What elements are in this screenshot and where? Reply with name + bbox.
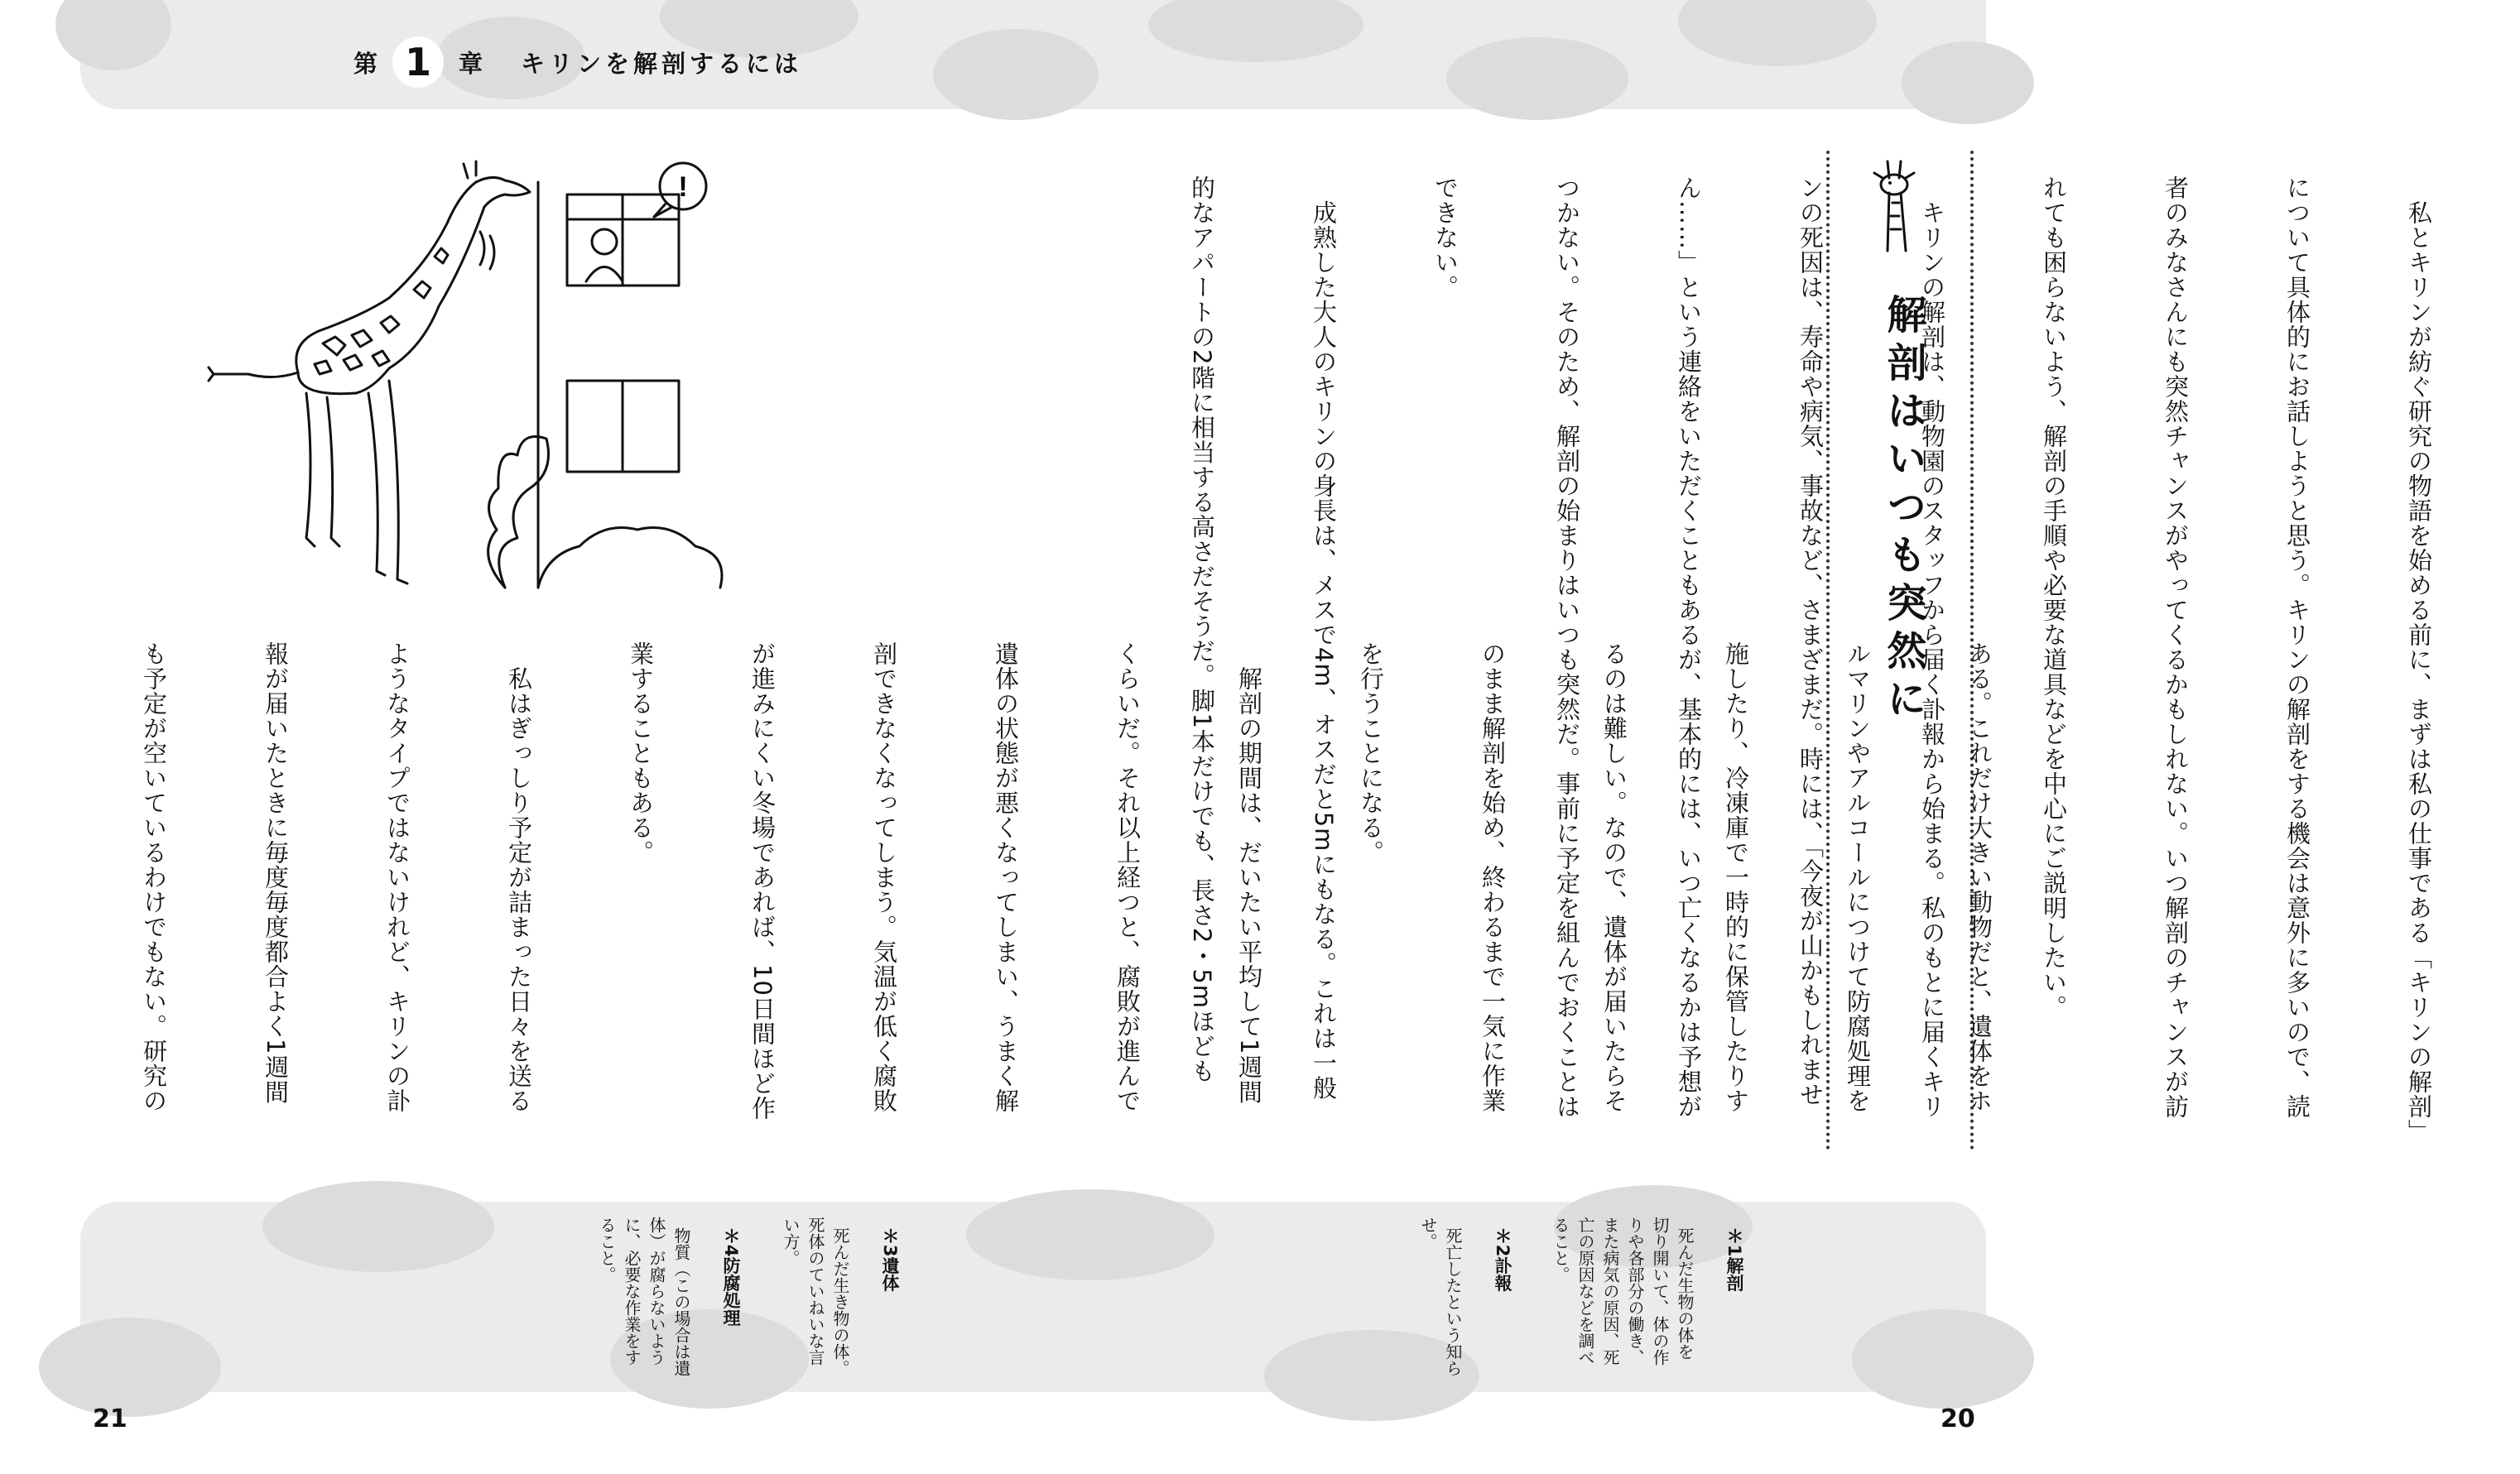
footnote-term: 遺体 <box>880 1256 900 1292</box>
footnote-2 <box>1416 1217 1540 1386</box>
body-line: ルマリンやアルコールにつけて防腐処理を <box>1844 641 1872 1113</box>
footnote-text: 物質（この場合は遺 体）が腐らないよう に、必要な作業をす ること。 <box>597 1217 691 1376</box>
body-line: 的なアパートの2階に相当する高さだそうだ。脚1本だけでも、長さ2・5mほども <box>1188 175 1216 1084</box>
speech-bubble-mark: ! <box>678 171 688 203</box>
body-line: 者のみなさんにも突然チャンスがやってくるかもしれない。いつ解剖のチャンスが訪 <box>2162 175 2190 1119</box>
footnote-3 <box>778 1217 927 1386</box>
footnote-term: 解剖 <box>1724 1256 1744 1292</box>
chapter-label <box>353 33 802 91</box>
section-heading: 解剖はいつも突然に <box>1880 294 1926 726</box>
body-text-left <box>93 641 2080 1163</box>
body-line: つかない。そのため、解剖の始まりはいつも突然だ。事前に予定を組んでおくことは <box>1553 175 1581 1119</box>
body-line: のまま解剖を始め、終わるまで一気に作業 <box>1479 641 1507 1113</box>
footnote-mark: ＊3 <box>880 1227 900 1257</box>
body-line: 私はぎっしり予定が詰まった日々を送る <box>505 641 533 1113</box>
footnote-4 <box>594 1217 768 1386</box>
body-line: 剖できなくなってしまう。気温が低く腐敗 <box>870 641 898 1113</box>
body-line: できない。 <box>1431 175 1460 300</box>
body-line: ん……」という連絡をいただくこともあるが、基本的には、いつ亡くなるかは予想が <box>1675 175 1703 1119</box>
body-line: 報が届いたときに毎度毎度都合よく1週間 <box>262 641 290 1105</box>
body-line: くらいだ。それ以上経つと、腐敗が進んで <box>1113 641 1142 1113</box>
body-line: も予定が空いているわけでもない。研究の <box>140 641 168 1113</box>
chapter-title: キリンを解剖するには <box>521 49 803 78</box>
body-line: が進みにくい冬場であれば、10日間ほど作 <box>748 641 777 1121</box>
footnote-text: 死んだ生き物の体。 死体のていねいな言 い方。 <box>781 1217 850 1376</box>
chapter-number: 1 <box>392 36 444 88</box>
footnote-mark: ＊1 <box>1724 1227 1744 1257</box>
body-line: キリンの解剖は、動物園のスタッフから届く訃報から始まる。私のもとに届くキリ <box>1918 175 1946 1119</box>
chapter-suffix: 章 <box>459 49 483 78</box>
body-line: 私とキリンが紡ぐ研究の物語を始める前に、まずは私の仕事である「キリンの解剖」 <box>2405 175 2433 1144</box>
footnote-mark: ＊2 <box>1493 1227 1512 1257</box>
footnote-text: 死んだ生物の体を 切り開いて、体の作 りや各部分の働き、 また病気の原因、死 亡の原因などを調べ ること。 <box>1551 1217 1695 1366</box>
footnote-text: 死亡したという知ら せ。 <box>1418 1217 1463 1376</box>
chapter-prefix: 第 <box>353 49 378 78</box>
body-line: について具体的にお話しようと思う。キリンの解剖をする機会は意外に多いので、読 <box>2283 175 2311 1119</box>
header-band <box>80 0 1986 109</box>
footnote-term: 訃報 <box>1493 1256 1512 1292</box>
body-line: を行うことになる。 <box>1357 641 1385 865</box>
giraffe-building-illustration <box>190 157 737 604</box>
body-line: 成熟した大人のキリンの身長は、メスで4m、オスだと5mにもなる。これは一般 <box>1310 175 1338 1101</box>
body-line: 業することもある。 <box>627 641 655 865</box>
page-number-right: 20 <box>1940 1404 1975 1433</box>
footnote-1 <box>1548 1217 1772 1386</box>
body-line: 遺体の状態が悪くなってしまい、うまく解 <box>992 641 1020 1113</box>
footnote-mark: ＊4 <box>721 1227 741 1257</box>
body-line: れても困らないよう、解剖の手順や必要な道具などを中心にご説明したい。 <box>2040 175 2068 1020</box>
footnote-term: 防腐処理 <box>721 1256 741 1327</box>
body-line: 施したり、冷凍庫で一時的に保管したりす <box>1722 641 1750 1113</box>
body-line: 解剖の期間は、だいたい平均して1週間 <box>1235 641 1263 1105</box>
body-line: るのは難しい。なので、遺体が届いたらそ <box>1600 641 1628 1113</box>
body-line: ようなタイプではないけれど、キリンの訃 <box>383 641 411 1113</box>
body-line: ある。これだけ大きい動物だと、遺体をホ <box>1965 641 1993 1113</box>
page-number-left: 21 <box>93 1404 127 1433</box>
body-line: ンの死因は、寿命や病気、事故など、さまざまだ。時には、「今夜が山かもしれませ <box>1796 175 1825 1107</box>
